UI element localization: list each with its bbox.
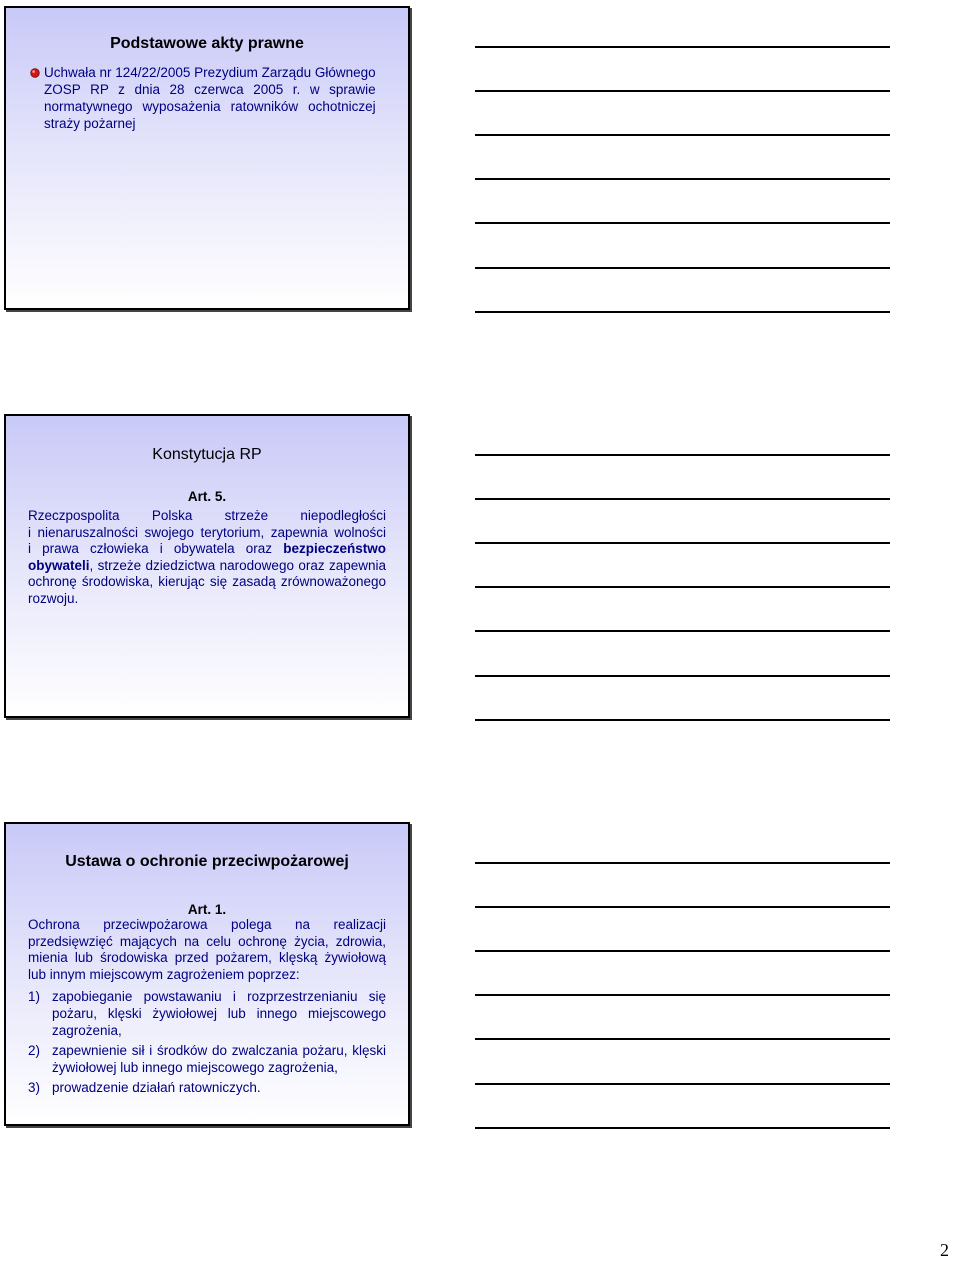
note-line [475,311,890,313]
text-line: pożaru, klęski żywiołowej lub innego miejscowego [52,1005,386,1021]
slide-podstawowe-akty [4,6,410,310]
note-line [475,862,890,864]
note-line [475,267,890,269]
note-line [475,178,890,180]
list-item [28,1080,386,1097]
text-line: straży pożarnej [44,116,136,131]
bullet-icon [30,68,40,78]
text-line: normatywnego wyposażenia ratowników ochotniczej [44,99,376,114]
text-line: Rzeczpospolita Polska strzeże niepodległości [28,508,386,523]
text-line: zagrożenia, [52,1022,122,1038]
note-line [475,542,890,544]
text-line [28,541,386,558]
note-line [475,222,890,224]
note-line [475,134,890,136]
bullet-text [44,64,376,132]
text-line: zapewnienie sił i środków do zwalczania pożaru, klęski [52,1043,386,1059]
text-line: zapobieganie powstawaniu i rozprzestrzenianiu się [52,989,386,1005]
item-number: 3) [28,1080,41,1096]
note-line [475,498,890,500]
text-line: ochronę środowiska, kierując się zasadą zrównoważonego [28,574,386,590]
note-line [475,1038,890,1040]
numbered-list [28,989,386,1097]
note-line [475,675,890,677]
slide-ustawa [4,822,410,1126]
article-text [28,917,386,1101]
list-item [40,64,388,132]
text-line: mienia lub środowiska przed pożarem, klęską żywiołową [28,950,386,966]
note-line [475,994,890,996]
item-number: 2) [28,1043,41,1059]
list-item [28,989,386,1039]
note-line [475,1083,890,1085]
note-line [475,719,890,721]
bold-term: bezpieczeństwo [283,541,386,557]
bullet-list [40,64,388,132]
text-line [28,558,386,575]
item-text [52,1043,386,1076]
text-line: lub innym miejscowym zagrożeniem poprzez: [28,966,300,982]
text-line: żywiołowej lub innego miejscowego zagrożenia, [52,1059,338,1075]
text-line: ZOSP RP z dnia 28 czerwca 2005 r. w sprawie [44,82,376,97]
article-label: Art. 1. [187,902,227,917]
bold-term: obywateli [28,557,90,573]
item-text [52,989,386,1039]
note-line [475,454,890,456]
text-segment: , strzeże dziedzictwa narodowego oraz zapewnia [89,557,386,573]
note-line [475,950,890,952]
slide-title: Konstytucja RP [152,446,262,463]
text-line: Uchwała nr 124/22/2005 Prezydium Zarządu Głównego [44,65,376,80]
text-line: Ochrona przeciwpożarowa polega na realizacji [28,917,386,932]
slide-title: Ustawa o ochronie przeciwpożarowej [65,853,349,870]
note-line [475,586,890,588]
text-line: prowadzenie działań ratowniczych. [52,1080,261,1096]
note-line [475,1127,890,1129]
text-line: przedsięwzięć mających na celu ochronę życia, zdrowia, [28,933,386,949]
note-line [475,90,890,92]
slide-konstytucja [4,414,410,718]
slide-title: Podstawowe akty prawne [110,35,304,52]
note-line [475,906,890,908]
article-label: Art. 5. [187,489,227,504]
list-item [28,1043,386,1076]
text-segment: i prawa człowieka i obywatela oraz [28,541,273,557]
item-number: 1) [28,989,41,1005]
text-line: i nienaruszalności swojego terytorium, zapewnia wolności [28,524,386,540]
item-text [52,1080,386,1097]
page-number: 2 [940,1240,949,1260]
note-line [475,46,890,48]
note-line [475,630,890,632]
text-line: rozwoju. [28,590,79,606]
article-text [28,508,386,608]
